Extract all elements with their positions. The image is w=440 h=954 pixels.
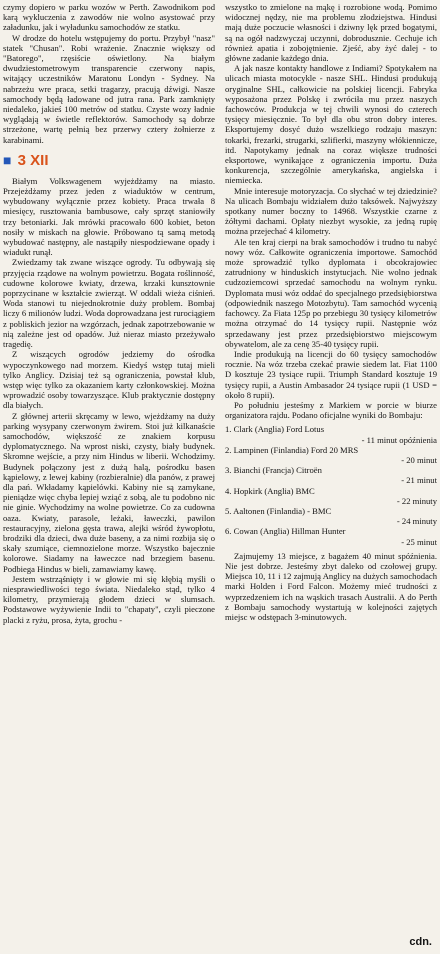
right-paragraph-1: wszystko to zmielone na mąkę i rozrobione wodą. Pomimo widocznej nędzy, nie ma problemu złodziejstwa. Hindusi mają duże poczucie własności i dziwny lęk przed bogatymi, są na ogół nadzwyczaj uczynni, dobrodusznie. Cechuje ich również apatia i zobojętnienie. Zjeść, aby żyć dalej - to główne zadanie każdego dnia. [225,2,437,64]
result-name: Cowan (Anglia) Hillman Hunter [233,526,346,537]
result-rank: 6. [225,526,232,537]
result-time: - 11 minut opóźnienia [361,434,437,445]
result-time: - 21 minut [401,475,437,486]
result-time: - 20 minut [401,454,437,465]
result-item [225,506,437,526]
right-paragraph-6: Po południu jesteśmy z Markiem w porcie w biurze organizatora rajdu. Podano oficjalne wyniki do Bombaju: [225,399,437,421]
result-time: - 24 minuty [396,516,437,527]
section-paragraph-1: Białym Volkswagenem wyjeżdżamy na miasto. Przejeżdżamy przez jeden z wiaduktów w centrum, wybudowany wyłącznie przez kobiety. Praca trwała 8 miesięcy, rusztowania bambusowe, cały sprzęt staniowiły trzy betoniarki. Jak mrówki pracowało 600 kobiet, beton nosiły w miskach na głowie. Próbowano tą samą metodą wybudować następny, ale nastąpiły niespodziewane opady i wiadukt runął. [3,175,215,258]
result-item [225,424,437,444]
result-rank: 5. [225,505,232,516]
result-rank: 1. [225,424,232,435]
result-name: Lampinen (Finlandia) Ford 20 MRS [233,444,359,455]
footer-continued: cdn. [409,936,432,948]
result-name: Clark (Anglia) Ford Lotus [233,424,325,435]
section-date: 3 XII [17,151,49,169]
result-item [225,486,437,506]
intro-paragraph-1: czymy dopiero w parku wozów w Perth. Zawodnikom pod karą wykluczenia z zawodów nie wolno asystować przy załadunku, jak i wyładunku samochodów ze statku. [3,2,215,33]
section-paragraph-4: Z głównej arterii skręcamy w lewo, wjeżdżamy na duży parking wysypany czerwonym żwirem. Stoi już kilkanaście samochodów, większość ze znakiem korpusu dyplomatycznego. Na wprost niski, czysty, biały budynek. Skromne wejście, a przy nim Hindus w liberii. Wchodzimy. Budynek połączony jest z dużą halą, pośrodku basen kąpielowy, z lewej kabiny (rozbieralnie) dla panów, z prawej dla pań. Wkładamy kąpielówki. Kabiny nie są zamykane, pieniądze więc chyba lepiej wziąć z sobą, ale tu podobno nic nie ginie. Wychodzimy na wolne powietrze. Co za cudowna oaza. Kwiaty, parasole, leżaki, ławeczki, pawilon restauracyjny, zielona gęsta trawa, alejki wśród żywopłotu, brodziki dla dzieci, dwa duże baseny, a za nimi rozbija się o skały szumiące, ciemnozielone morze. Wszystko bajecznie kolorowe. Siadamy na ławeczce nad brzegiem basenu. Podbiega Hindus w bieli, zamawiamy kawę. [3,410,215,574]
result-time: - 25 minut [401,536,437,547]
result-name: Aaltonen (Finlandia) - BMC [233,505,332,516]
result-item [225,526,437,546]
result-time: - 22 minuty [396,495,437,506]
section-heading [3,151,215,170]
right-paragraph-final: Zajmujemy 13 miejsce, z bagażem 40 minut spóźnienia. Nie jest dobrze. Jesteśmy zbyt daleko od czołowej grupy. Miejsca 10, 11 i 12 zajmują Anglicy na dużych samochodach marki Holden i Ford Falcon. Możemy mieć trudności z wyprzedzeniem ich na wąskich trasach Australii. A do Perth z Bombaju samochody wystartują w kolejności zajętych miejsc w odstępach 3-minutowych. [225,550,437,622]
result-rank: 4. [225,485,232,496]
result-name: Bianchi (Francja) Citroën [233,465,322,476]
intro-paragraph-2: W drodze do hotelu wstępujemy do portu. Przybył "nasz" statek "Chusan". Robi wrażenie. Znacznie większy od "Batorego", rzęsiście oświetlony. Na białym dwudziestometrowym transparencie czerwony napis, witający uczestników Maratonu Londyn - Sydney. Na nabrzeżu wre praca, setki tragarzy, pracują dźwigi. Nasze samochody będą ładowane od jutra rana. Park zamknięty niedaleko, jakieś 100 metrów od statku. Czyste wozy ładnie wyglądają w świetle reflektorów. Samochody są dobrze strzeżone, wartę pełnią bez przerwy cztery żołnierze z karabinami. [3,32,215,145]
result-rank: 2. [225,444,232,455]
left-column [3,2,215,625]
right-paragraph-3: Mnie interesuje motoryzacja. Co słychać w tej dziedzinie? Na ulicach Bombaju widziałem dużo taksówek. Najwyższy spotkany numer boczny to 14968. Wszystkie czarne z żółtymi dachami. Opłaty niezbyt wysokie, za jedną rupię można przejechać 4 kilometry. [225,185,437,237]
right-paragraph-5: Indie produkują na licencji do 60 tysięcy samochodów rocznie. Na wóz trzeba czekać prawie siedem lat. Fiat 1100 D kosztuje 23 tysiące rupii. Triumph Standard kosztuje 19 tysięcy rupii, a Austin Ambasador 24 tysiące rupii (1 USD = około 8 rupii). [225,348,437,400]
section-paragraph-2: Zwiedzamy tak zwane wiszące ogrody. Tu odbywają się przyjęcia rządowe na wolnym powietrzu. Bogata roślinność, cudowne kolorowe kwiaty, drzewa, krzaki kunsztownie poprzycinane w kształcie zwierząt. W oddali wieża ciśnień. Woda stanowi tu niejednokrotnie duży problem. Bombaj liczy 6 milionów ludzi. Woda doprowadzana jest rurociągiem z pobliskich jezior na wzgórzach, jednak zapotrzebowanie w nią zależne jest od opadów. Już nieraz miasto przeżywało tragedię. [3,257,215,350]
right-paragraph-4: Ale ten kraj cierpi na brak samochodów i trudno tu nabyć nowy wóz. Całkowite ograniczenia importowe. Samochód może sprowadzić tylko dyplomata i obcokrajowiec zatrudniony w hinduskich instytucjach. Nie wolno jednak cudzoziemcowi sprzedać samochodu na wolnym rynku. Dyplomata musi wóz oddać do specjalnego przedsiębiorstwa (odpowiednik naszego Motozbytu). Tam samochód wycenią fachowcy. Za Fiata 125p po przebiegu 30 tysięcy kilometrów można otrzymać do 14 tysięcy rupii. Następnie wóz sprzedawany jest przez przedsiębiorstwo miejscowym obywatelom, ale za cenę 35-40 tysięcy rupii. [225,236,437,349]
section-paragraph-3: Z wiszących ogrodów jedziemy do ośrodka wypoczynkowego nad morzem. Kiedyś wstęp tutaj mieli tylko Anglicy. Dzisiaj też są ograniczenia, powstał klub, wstęp więc tylko za okazaniem karty członkowskiej. Można wprowadzić osoby towarzyszące. Klub praktycznie dostępny dla białych. [3,349,215,411]
section-paragraph-5: Jestem wstrząśnięty i w głowie mi się kłębią myśli o niesprawiedliwości tego świata. Niedaleko stąd, tylko 4 kilometry, przymierają głodem dzieci w slumsach. Podstawowe wyżywienie Indii to "chapaty", czyli pieczone placki z ryżu, prosa, żyta, grochu - [3,573,215,625]
square-bullet-icon: ■ [3,151,12,168]
right-paragraph-2: A jak nasze kontakty handlowe z Indiami? Spotykałem na ulicach miasta motocykle - nasze SHL. Hindusi produkują oryginalne SHL, całkowicie na polskiej licencji. Fabryka wyposażona przez Polskę i zwróciła mu przez naszych fachowców. Produkcja w tej chwili wynosi do czterech tysięcy miesięcznie. To był dla obu stron dobry interes. Eksportujemy dosyć dużo wszelkiego rodzaju maszyn: tokarki, frezarki, strugarki, szlifierki, maszyny włókiennicze, itd. Napotykamy jednak na coraz większe trudności eksportowe, wynikające z ograniczenia importu. Duża konkurencja, szczególnie amerykańska, angielska i niemiecka. [225,63,437,186]
result-name: Hopkirk (Anglia) BMC [233,485,315,496]
result-item [225,465,437,485]
right-column [225,2,437,622]
result-item [225,445,437,465]
result-rank: 3. [225,465,232,476]
results-list [225,424,437,546]
